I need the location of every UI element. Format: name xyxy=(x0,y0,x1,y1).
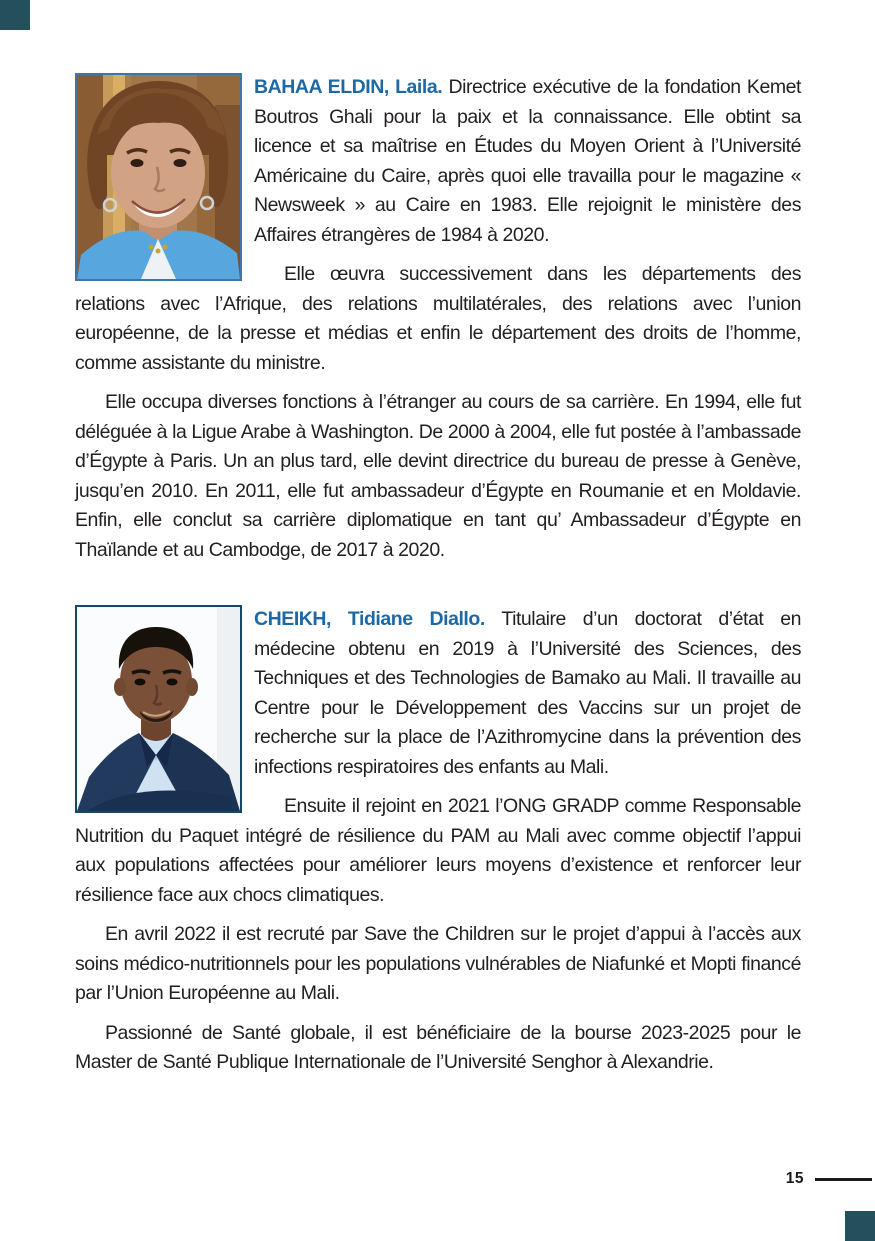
page-footer xyxy=(0,1170,875,1188)
bio-paragraph: Elle occupa diverses fonctions à l’étranger au cours de sa carrière. En 1994, elle fut déléguée à la Ligue Arabe à Washington. De 2000 à 2004, elle fut postée à l’ambassade d’Égypte à Paris. Un an plus tard, elle devint directrice du bureau de presse à Genève, jusqu’en 2010. En 2011, elle fut ambassadeur d’Égypte en Roumanie et en Moldavie. Enfin, elle conclut sa carrière diplomatique en tant qu’ Ambassadeur d’Égypte en Thaïlande et au Cambodge, de 2017 à 2020. xyxy=(75,391,801,561)
bio-paragraph: Passionné de Santé globale, il est bénéficiaire de la bourse 2023-2025 pour le Master de Santé Publique Internationale de l’Université Senghor à Alexandrie. xyxy=(75,1021,801,1073)
corner-decoration-bottom-right xyxy=(845,1211,875,1241)
bio-name-heading: BAHAA ELDIN, Laila. xyxy=(254,76,443,98)
bio-section-bahaa-eldin xyxy=(75,73,801,565)
bio-name-heading: CHEIKH, Tidiane Diallo. xyxy=(254,608,485,630)
corner-decoration-top-left xyxy=(0,0,30,30)
page-content xyxy=(75,0,801,1088)
portrait-woman-illustration xyxy=(77,75,240,279)
portrait-photo-cheikh xyxy=(75,605,242,813)
page-number: 15 xyxy=(785,1170,804,1187)
bio-paragraph: Elle œuvra successivement dans les départements des relations avec l’Afrique, des relations multilatérales, des relations avec l’union européenne, de la presse et médias et enfin le département des droits de l’homme, comme assistante du ministre. xyxy=(75,263,801,374)
bio-section-cheikh xyxy=(75,605,801,1078)
portrait-man-illustration xyxy=(77,607,240,811)
portrait-photo-bahaa-eldin xyxy=(75,73,242,281)
bio-paragraph: En avril 2022 il est recruté par Save the Children sur le projet d’appui à l’accès aux soins médico-nutritionnels pour les populations vulnérables de Niafunké et Mopti financé par l’Union Européenne au Mali. xyxy=(75,923,801,1004)
bio-paragraph: Ensuite il rejoint en 2021 l’ONG GRADP comme Responsable Nutrition du Paquet intégré de résilience du PAM au Mali avec comme objectif l’appui aux populations affectées pour améliorer leurs moyens d’existence et renforcer leur résilience face aux chocs climatiques. xyxy=(75,795,801,906)
bio-intro-text: Titulaire d’un doctorat d’état en médecine obtenu en 2019 à l’Université des Sciences, des Techniques et des Technologies de Bamako au Mali. Il travaille au Centre pour le Développement des Vaccins sur un projet de recherche sur la place de l’Azithromycine dans la prévention des infections respiratoires des enfants au Mali. xyxy=(254,608,801,778)
bio-intro-text: Directrice exécutive de la fondation Kemet Boutros Ghali pour la paix et la connaissance. Elle obtint sa licence et sa maîtrise en Études du Moyen Orient à l’Université Américaine du Caire, après quoi elle travailla pour le magazine « Newsweek » au Caire en 1983. Elle rejoignit le ministère des Affaires étrangères de 1984 à 2020. xyxy=(254,76,802,246)
footer-rule xyxy=(815,1178,872,1181)
